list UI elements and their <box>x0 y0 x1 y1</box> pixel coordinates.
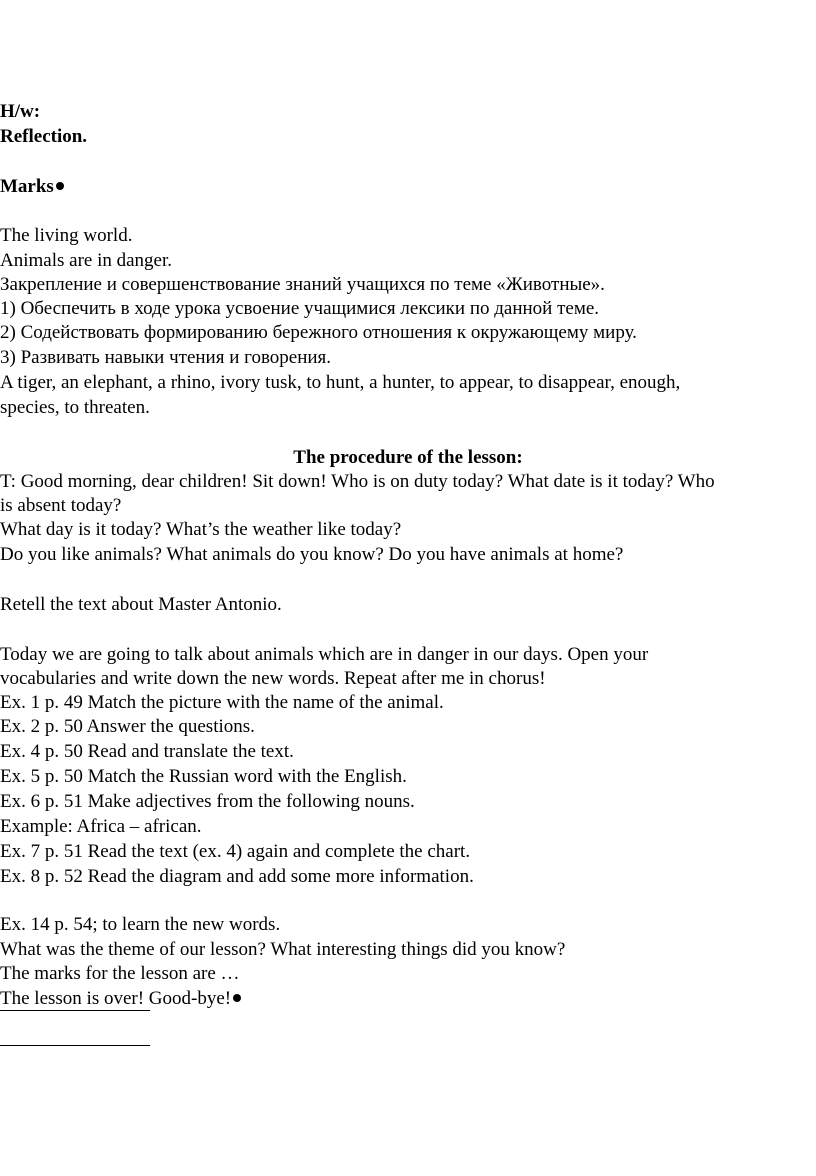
exercise-line: Ex. 2 p. 50 Answer the questions. <box>0 716 255 737</box>
goodbye-line <box>0 987 241 1011</box>
greeting-line-2: is absent today? <box>0 495 122 516</box>
exercise-line: Ex. 7 p. 51 Read the text (ex. 4) again and complete the chart. <box>0 841 471 862</box>
marks-heading <box>0 175 64 199</box>
exercise-line: Ex. 1 p. 49 Match the picture with the name of the animal. <box>0 692 444 713</box>
bullet-dot-icon <box>56 182 64 190</box>
theme-question-line: What was the theme of our lesson? What interesting things did you know? <box>0 939 566 960</box>
aim-line: Закрепление и совершенствование знаний учащихся по теме «Животные». <box>0 274 605 295</box>
greeting-line-4: Do you like animals? What animals do you know? Do you have animals at home? <box>0 544 624 565</box>
goodbye-text: The lesson is over! Good-bye! <box>0 988 232 1009</box>
talk-line-1: Today we are going to talk about animals which are in danger in our days. Open your <box>0 644 649 665</box>
vocab-line-1: A tiger, an elephant, a rhino, ivory tusk, to hunt, a hunter, to appear, to disappear, enough, <box>0 372 681 393</box>
homework-line: Ex. 14 p. 54; to learn the new words. <box>0 914 281 935</box>
vocab-line-2: species, to threaten. <box>0 397 150 418</box>
exercise-line: Ex. 6 p. 51 Make adjectives from the following nouns. <box>0 791 415 812</box>
hw-heading: H/w: <box>0 101 41 122</box>
marks-line: The marks for the lesson are … <box>0 963 240 984</box>
separator-line <box>0 1010 150 1011</box>
exercise-line: Ex. 4 p. 50 Read and translate the text. <box>0 741 294 762</box>
greeting-line-3: What day is it today? What’s the weather like today? <box>0 519 402 540</box>
bullet-dot-icon <box>233 994 241 1002</box>
marks-label: Marks <box>0 176 54 197</box>
topic-line: The living world. <box>0 225 133 246</box>
example-line: Example: Africa – african. <box>0 816 202 837</box>
procedure-heading: The procedure of the lesson: <box>293 447 523 468</box>
objective-1-line: 1) Обеспечить в ходе урока усвоение учащимися лексики по данной теме. <box>0 298 600 319</box>
subtopic-line: Animals are in danger. <box>0 250 173 271</box>
exercise-line: Ex. 8 p. 52 Read the diagram and add some more information. <box>0 866 474 887</box>
separator-line <box>0 1045 150 1046</box>
reflection-heading: Reflection. <box>0 126 88 147</box>
greeting-line-1: T: Good morning, dear children! Sit down! Who is on duty today? What date is it today? Who <box>0 471 715 492</box>
objective-3-line: 3) Развивать навыки чтения и говорения. <box>0 347 332 368</box>
retell-line: Retell the text about Master Antonio. <box>0 594 282 615</box>
objective-2-line: 2) Содействовать формированию бережного отношения к окружающему миру. <box>0 322 637 343</box>
exercise-line: Ex. 5 p. 50 Match the Russian word with the English. <box>0 766 407 787</box>
talk-line-2: vocabularies and write down the new words. Repeat after me in chorus! <box>0 668 546 689</box>
